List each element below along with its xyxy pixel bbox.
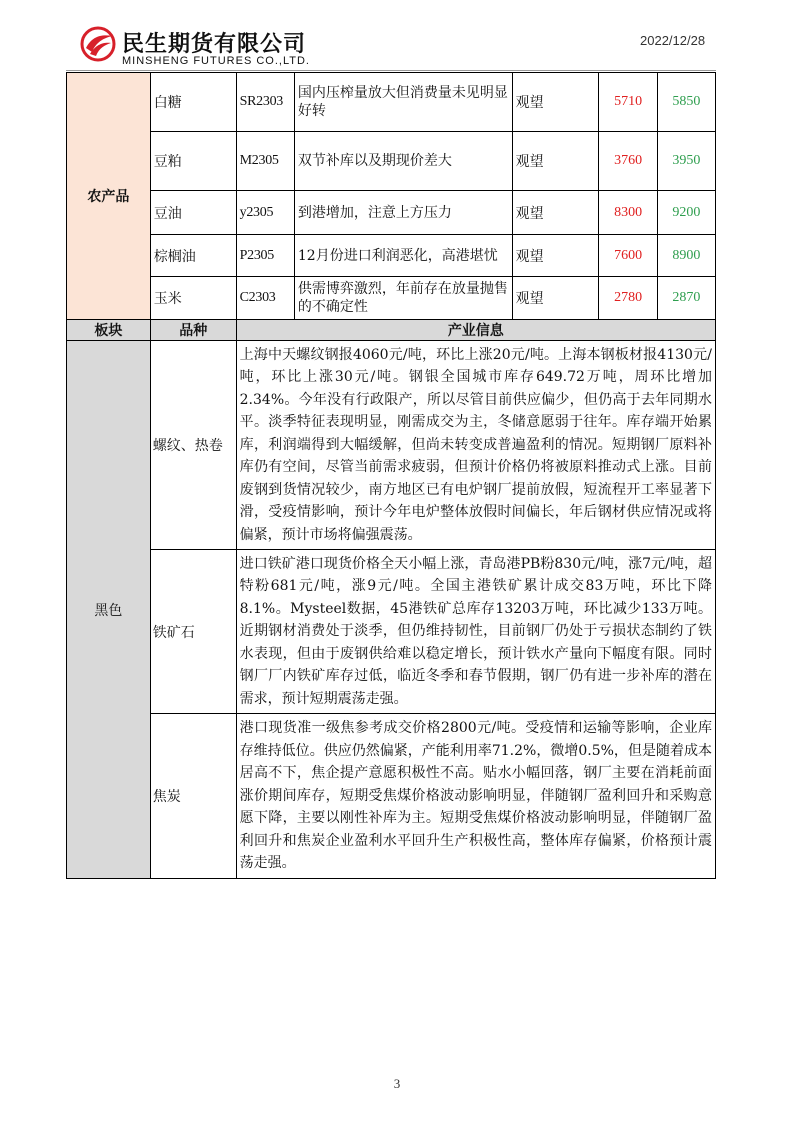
driver-cell: 到港增加，注意上方压力: [294, 191, 512, 235]
support-level-cell: 3760: [599, 132, 657, 191]
contract-code-cell: M2305: [236, 132, 294, 191]
contract-code-cell: y2305: [236, 191, 294, 235]
driver-cell: 国内压榨量放大但消费量未见明显好转: [294, 73, 512, 132]
variety-cell: 铁矿石: [150, 550, 236, 714]
header-divider: [66, 70, 716, 71]
resistance-level-cell: 8900: [657, 235, 715, 277]
industry-info-cell: 港口现货准一级焦参考成交价格2800元/吨。受疫情和运输等影响，企业库存维持低位。供应仍然偏紧，产能利用率71.2%，微增0.5%，但是随着成本居高不下，焦企提产意愿积极性不高。贴水小幅回落，钢厂主要在消耗前面涨价期间库存，短期受焦煤价格波动影响明显，伴随钢厂盈利回升和采购意愿下降，主要以刚性补库为主。短期受焦煤价格波动影响明显，伴随钢厂盈利回升和焦炭企业盈利水平回升生产积极性高，整体库存偏紧，价格预计震荡走强。: [236, 714, 715, 879]
table-row: [67, 191, 716, 235]
header-variety: 品种: [150, 320, 236, 341]
driver-cell: 供需博弈激烈，年前存在放量抛售的不确定性: [294, 277, 512, 320]
sector-cell-agri: 农产品: [67, 73, 151, 320]
variety-cell: 白糖: [150, 73, 236, 132]
futures-table: [66, 72, 716, 879]
company-name-cn: 民生期货有限公司: [122, 32, 307, 57]
header-industry-info: 产业信息: [236, 320, 715, 341]
contract-code-cell: C2303: [236, 277, 294, 320]
variety-cell: 棕榈油: [150, 235, 236, 277]
industry-info-cell: 进口铁矿港口现货价格全天小幅上涨，青岛港PB粉830元/吨，涨7元/吨，超特粉681元/吨，涨9元/吨。全国主港铁矿累计成交83万吨，环比下降8.1%。Mysteel数据，45港铁矿总库存13203万吨，环比减少133万吨。近期钢材消费处于淡季，但仍维持韧性，目前钢厂仍处于亏损状态制约了铁水表现，但由于废钢供给难以稳定增长，预计铁水产量向下幅度有限。同时钢厂厂内铁矿库存过低，临近冬季和春节假期，钢厂仍有进一步补库的潜在需求，预计短期震荡走强。: [236, 550, 715, 714]
resistance-level-cell: 2870: [657, 277, 715, 320]
table-row: [67, 550, 716, 714]
company-name-en: MINSHENG FUTURES CO.,LTD.: [122, 55, 310, 67]
table-row: [67, 341, 716, 550]
table-row: [67, 714, 716, 879]
sector-cell-black: 黑色: [67, 341, 151, 879]
variety-cell: 豆油: [150, 191, 236, 235]
contract-code-cell: P2305: [236, 235, 294, 277]
table-row: [67, 277, 716, 320]
minsheng-logo-icon: [80, 26, 116, 62]
table-row: [67, 73, 716, 132]
page-header: [0, 0, 794, 74]
page-number: 3: [393, 1076, 401, 1091]
driver-cell: 12月份进口利润恶化，高港堪忧: [294, 235, 512, 277]
industry-header-row: [67, 320, 716, 341]
table-row: [67, 235, 716, 277]
view-cell: 观望: [512, 277, 599, 320]
resistance-level-cell: 5850: [657, 73, 715, 132]
view-cell: 观望: [512, 73, 599, 132]
support-level-cell: 8300: [599, 191, 657, 235]
view-cell: 观望: [512, 191, 599, 235]
support-level-cell: 2780: [599, 277, 657, 320]
view-cell: 观望: [512, 235, 599, 277]
variety-cell: 豆粕: [150, 132, 236, 191]
resistance-level-cell: 9200: [657, 191, 715, 235]
contract-code-cell: SR2303: [236, 73, 294, 132]
report-date: 2022/12/28: [640, 33, 706, 48]
resistance-level-cell: 3950: [657, 132, 715, 191]
variety-cell: 焦炭: [150, 714, 236, 879]
support-level-cell: 5710: [599, 73, 657, 132]
industry-info-cell: 上海中天螺纹钢报4060元/吨，环比上涨20元/吨。上海本钢板材报4130元/吨，环比上涨30元/吨。钢银全国城市库存649.72万吨，周环比增加2.34%。今年没有行政限产，所以尽管目前供应偏少，但仍高于去年同期水平。淡季特征表现明显，刚需成交为主，冬储意愿弱于往年。库存端开始累库，利润端得到大幅缓解，但尚未转变成普遍盈利的情况。短期钢厂原料补库仍有空间，尽管当前需求疲弱，但预计价格仍将被原料推动式上涨。目前废钢到货情况较少，南方地区已有电炉钢厂提前放假，短流程开工率显著下滑，受疫情影响，预计今年电炉整体放假时间偏长，年后钢材供应情况或将偏紧，预计市场将偏强震荡。: [236, 341, 715, 550]
header-sector: 板块: [67, 320, 151, 341]
view-cell: 观望: [512, 132, 599, 191]
variety-cell: 玉米: [150, 277, 236, 320]
driver-cell: 双节补库以及期现价差大: [294, 132, 512, 191]
support-level-cell: 7600: [599, 235, 657, 277]
table-row: [67, 132, 716, 191]
variety-cell: 螺纹、热卷: [150, 341, 236, 550]
